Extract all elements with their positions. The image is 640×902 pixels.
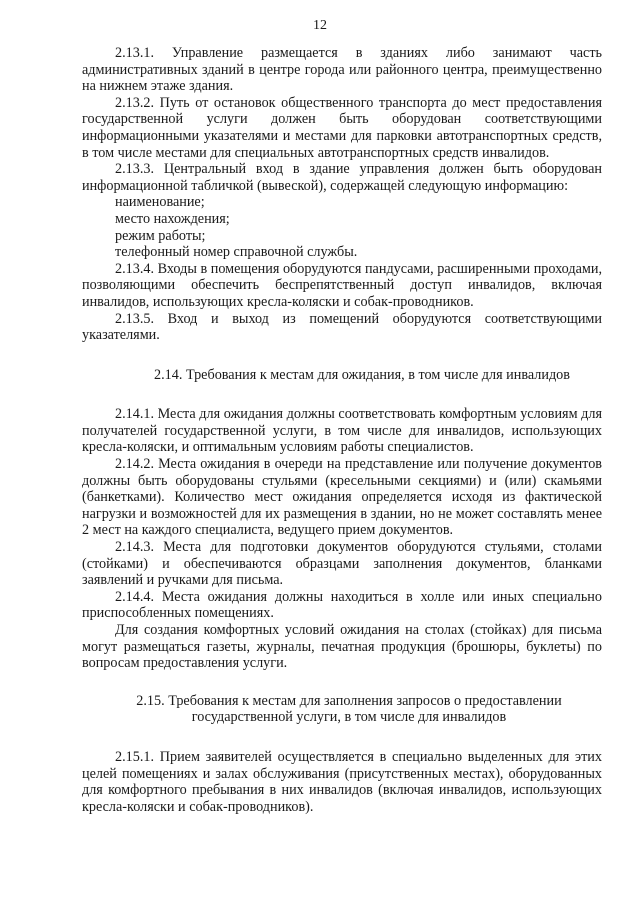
paragraph-comfort-conditions: Для создания комфортных условий ожидания на столах (стойках) для письма могут размещаться газеты, журналы, печатная продукция (брошюры, буклеты) по вопросам предоставления услуги.: [82, 622, 602, 672]
paragraph-2-13-2: 2.13.2. Путь от остановок общественного транспорта до мест предоставления государственной услуги должен быть оборудован соответствующими информационными указателями и местами для парковки автотранспортных средств, в том числе местами для специальных автотранспортных средств инвалидов.: [82, 94, 602, 161]
paragraph-2-14-4: 2.14.4. Места ожидания должны находиться в холле или иных специально приспособленных помещениях.: [82, 588, 602, 622]
section-heading-line: государственной услуги, в том числе для инвалидов: [191, 709, 507, 726]
paragraph-2-13-5: 2.13.5. Вход и выход из помещений оборудуются соответствующими указателями.: [82, 310, 602, 344]
paragraph-2-15-1: 2.15.1. Прием заявителей осуществляется в специально выделенных для этих целей помещениях и залах обслуживания (присутственных местах), оборудованных для комфортного пребывания в них инвалидов (включая инвалидов, использующих кресла-коляски и собак-проводников).: [82, 748, 602, 815]
page-number: 12: [313, 18, 327, 33]
document-body: [82, 45, 602, 815]
list-item: режим работы;: [115, 227, 206, 244]
list-item: место нахождения;: [115, 210, 230, 227]
section-heading-line: 2.15. Требования к местам для заполнения запросов о предоставлении: [136, 692, 562, 709]
paragraph-2-13-3: 2.13.3. Центральный вход в здание управления должен быть оборудован информационной табличкой (вывеской), содержащей следующую информацию:: [82, 161, 602, 194]
paragraph-2-14-1: 2.14.1. Места для ожидания должны соответствовать комфортным условиям для получателей государственной услуги, в том числе для инвалидов, использующих кресла-коляски, и оптимальным условиям работы специалистов.: [82, 406, 602, 456]
paragraph-2-14-3: 2.14.3. Места для подготовки документов оборудуются стульями, столами (стойками) и обеспечиваются образцами заполнения документов, бланками заявлений и ручками для письма.: [82, 539, 602, 589]
section-heading-2-14: 2.14. Требования к местам для ожидания, в том числе для инвалидов: [154, 366, 570, 383]
list-item: телефонный номер справочной службы.: [115, 244, 358, 261]
paragraph-2-14-2: 2.14.2. Места ожидания в очереди на представление или получение документов должны быть оборудованы стульями (кресельными секциями) и (или) скамьями (банкетками). Количество мест ожидания определяется исходя из фактической нагрузки и возможностей для их размещения в здании, но не может составлять менее 2 мест на каждого специалиста, ведущего прием документов.: [82, 456, 602, 539]
list-item: наименование;: [115, 194, 205, 211]
section-heading-2-15: [82, 693, 602, 726]
paragraph-2-13-1: 2.13.1. Управление размещается в зданиях либо занимают часть административных зданий в центре города или районного центра, преимущественно на нижнем этаже здания.: [82, 45, 602, 95]
paragraph-2-13-4: 2.13.4. Входы в помещения оборудуются пандусами, расширенными проходами, позволяющими обеспечить беспрепятственный доступ инвалидов, включая инвалидов, использующих кресла-коляски и собак-проводников.: [82, 260, 602, 310]
